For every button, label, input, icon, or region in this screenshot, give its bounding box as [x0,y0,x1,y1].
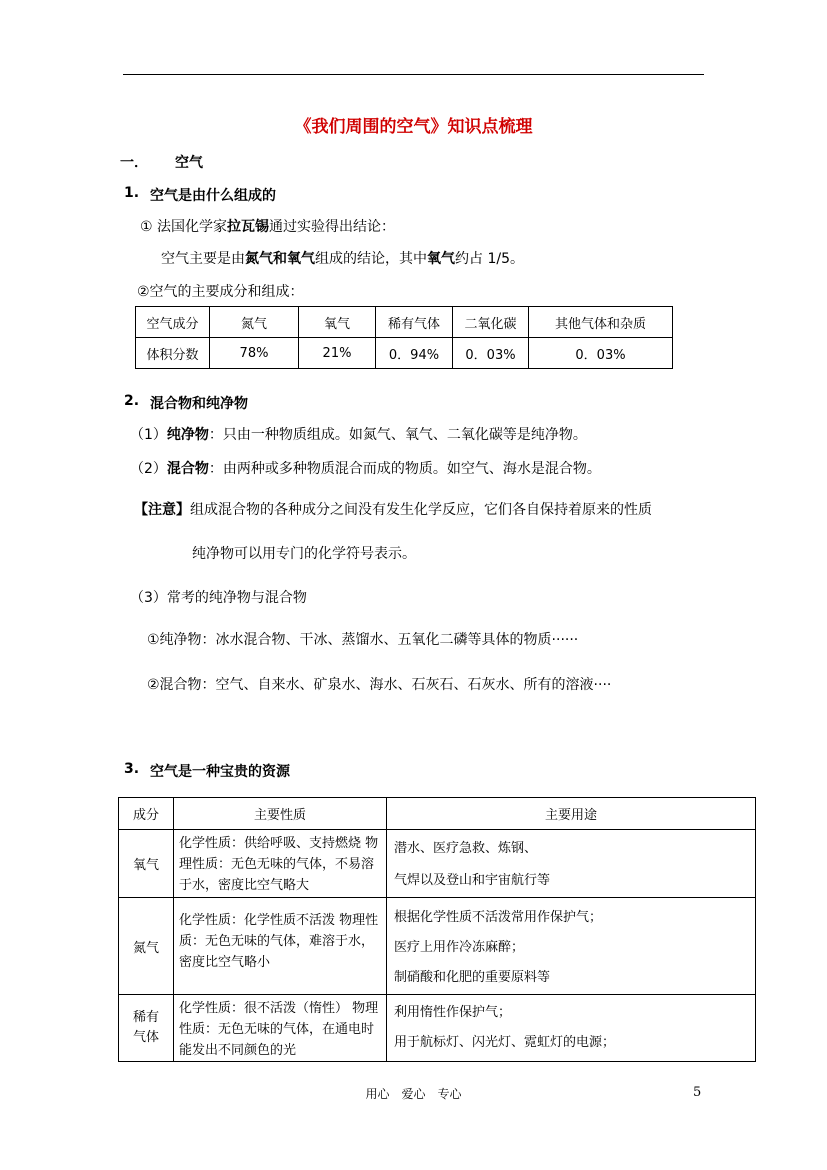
q3-number: 3. [124,761,140,777]
page-footer: 用心 爱心 专心 [365,1087,462,1101]
paragraph-lavoisier: ① 法国化学家拉瓦锡通过实验得出结论： [140,219,396,235]
use-line: 根据化学性质不活泼常用作保护气； [394,910,603,925]
header-rule [123,74,704,75]
table-cell: 二氧化碳 [453,307,529,338]
use-line: 利用惰性作保护气； [394,1005,512,1020]
table-cell: 0．94% [376,338,453,369]
table-header-row [119,798,756,830]
note-continued: 纯净物可以用专门的化学符号表示。 [192,546,416,562]
q1-heading: 空气是由什么组成的 [150,188,276,204]
table-cell: 78% [210,338,299,369]
table-cell: 氮气 [210,307,299,338]
table-row [119,898,756,995]
table-cell [387,995,756,1062]
table-cell [119,995,174,1062]
q1-number: 1. [124,185,140,201]
table-cell: 成分 [119,798,174,830]
table-row [136,338,673,369]
table-cell [174,995,387,1062]
definition-mixture: （2）混合物：由两种或多种物质混合而成的物质。如空气、海水是混合物。 [130,461,601,477]
note: 【注意】组成混合物的各种成分之间没有发生化学反应，它们各自保持着原来的性质 [134,502,652,518]
table-cell [387,830,756,898]
table-cell: 空气成分 [136,307,210,338]
use-line: 制硝酸和化肥的重要原料等 [394,970,551,985]
page-title: 《我们周围的空气》知识点梳理 [294,117,533,137]
paragraph-conclusion: 空气主要是由氮气和氧气组成的结论，其中氧气约占 1/5。 [161,251,524,267]
section-heading: 空气 [175,155,203,171]
table-cell: 主要用途 [387,798,756,830]
air-resource-table [118,797,756,1062]
table-cell: 氮气 [119,898,174,995]
use-line: 气焊以及登山和宇宙航行等 [394,873,551,888]
page-number: 5 [693,1085,702,1100]
table-cell: 21% [299,338,376,369]
table-cell: 其他气体和杂质 [529,307,673,338]
q2-number: 2. [124,393,140,409]
use-line: 医疗上用作冷冻麻醉； [394,940,525,955]
definition-pure: （1）纯净物：只由一种物质组成。如氮气、氧气、二氧化碳等是纯净物。 [130,427,587,443]
section-number: 一． [120,155,148,171]
use-line: 用于航标灯、闪光灯、霓虹灯的电源； [394,1035,616,1050]
subheading-common: （3）常考的纯净物与混合物 [130,590,307,606]
name-line: 稀有 [132,1010,159,1025]
use-line: 潜水、医疗急救、炼钢、 [394,841,538,856]
table-cell [174,898,387,995]
table-header-row [136,307,673,338]
table-row [119,995,756,1062]
air-composition-table [135,306,673,369]
table-cell: 稀有气体 [376,307,453,338]
list-mixture-examples: ②混合物：空气、自来水、矿泉水、海水、石灰石、石灰水、所有的溶液···· [147,677,612,693]
table-cell: 0．03% [453,338,529,369]
table-cell: 主要性质 [174,798,387,830]
table-cell: 体积分数 [136,338,210,369]
property-text: 化学性质：供给呼吸、支持燃烧 物理性质：无色无味的气体，不易溶于水，密度比空气略大 [179,836,379,893]
property-text: 化学性质：化学性质不活泼 物理性质：无色无味的气体，难溶于水，密度比空气略小 [179,913,379,970]
paragraph-composition: ②空气的主要成分和组成： [137,284,304,300]
list-pure-examples: ①纯净物：冰水混合物、干冰、蒸馏水、五氧化二磷等具体的物质······ [147,632,579,648]
name-line: 气体 [132,1030,159,1045]
table-cell [387,898,756,995]
table-row [119,830,756,898]
q2-heading: 混合物和纯净物 [150,396,248,412]
q3-heading: 空气是一种宝贵的资源 [150,764,290,780]
table-cell: 0．03% [529,338,673,369]
table-cell: 氧气 [119,830,174,898]
table-cell [174,830,387,898]
table-cell: 氧气 [299,307,376,338]
property-text: 化学性质：很不活泼（惰性） 物理性质：无色无味的气体，在通电时能发出不同颜色的光 [179,1001,379,1058]
